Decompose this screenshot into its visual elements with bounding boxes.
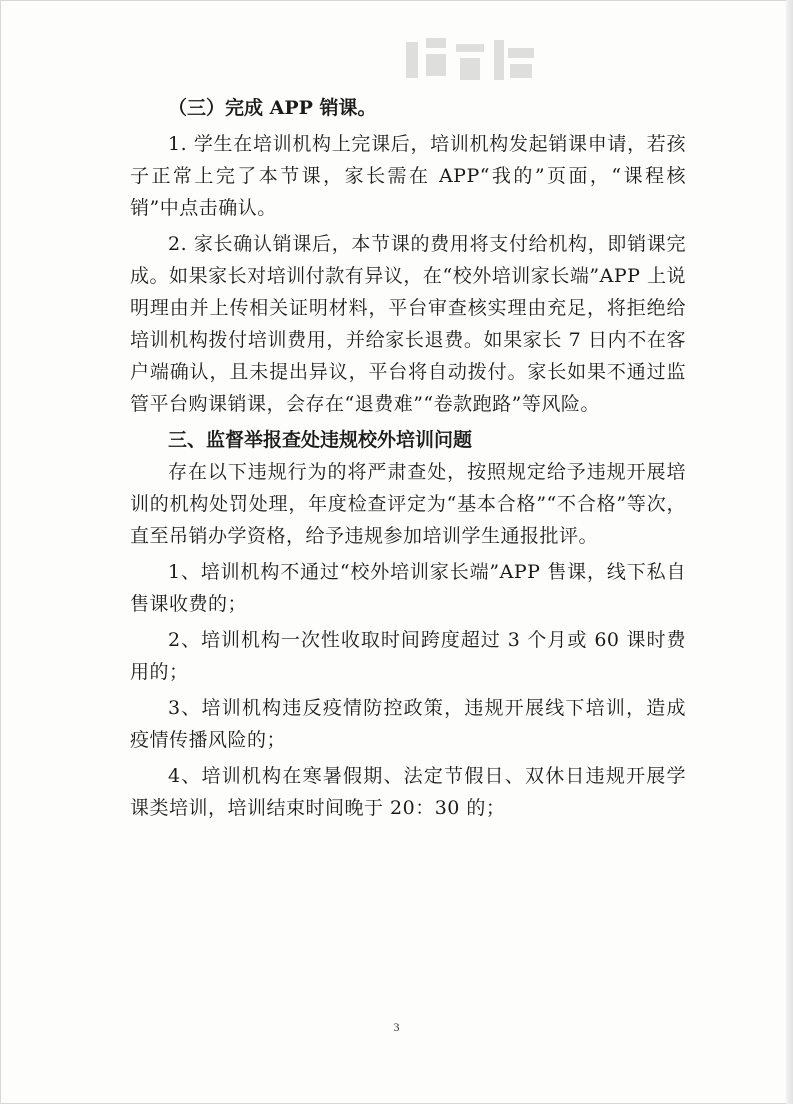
paragraph-1: 1. 学生在培训机构上完课后，培训机构发起销课申请，若孩子正常上完了本节课，家长需在 APP“我的”页面，“课程核销”中点击确认。 <box>130 133 686 219</box>
paragraph-2: 2. 家长确认销课后，本节课的费用将支付给机构，即销课完成。如果家长对培训付款有异议，在“校外培训家长端”APP 上说明理由并上传相关证明材料，平台审查核实理由充足，将拒绝给培训机构拨付培训费用，并给家长退费。如果家长 7 日内不在客户端确认，且未提出异议，平台将自动拨付。家长如果不通过监管平台购课销课，会存在“退费难”“卷款跑路”等风险。 <box>130 233 686 415</box>
list-item: 3、培训机构违反疫情防控政策，违规开展线下培训，造成疫情传播风险的； <box>130 697 686 751</box>
section-heading-3: （三）完成 APP 销课。 <box>168 97 377 119</box>
document-body <box>130 92 686 824</box>
list-item: 4、培训机构在寒暑假期、法定节假日、双休日违规开展学课类培训，培训结束时间晚于 20：30 的； <box>130 765 686 819</box>
scan-edge <box>786 0 793 1104</box>
section-heading-main: 三、监督举报查处违规校外培训问题 <box>168 429 473 451</box>
section-intro: 存在以下违规行为的将严肃查处，按照规定给予违规开展培训的机构处罚处理，年度检查评定为“基本合格”“不合格”等次，直至吊销办学资格，给予违规参加培训学生通报批评。 <box>130 461 686 547</box>
list-item: 2、培训机构一次性收取时间跨度超过 3 个月或 60 课时费用的； <box>130 629 686 683</box>
page-number: 3 <box>393 1020 400 1034</box>
list-item: 1、培训机构不通过“校外培训家长端”APP 售课，线下私自售课收费的； <box>130 561 686 615</box>
faint-stamp-mark <box>396 30 546 90</box>
